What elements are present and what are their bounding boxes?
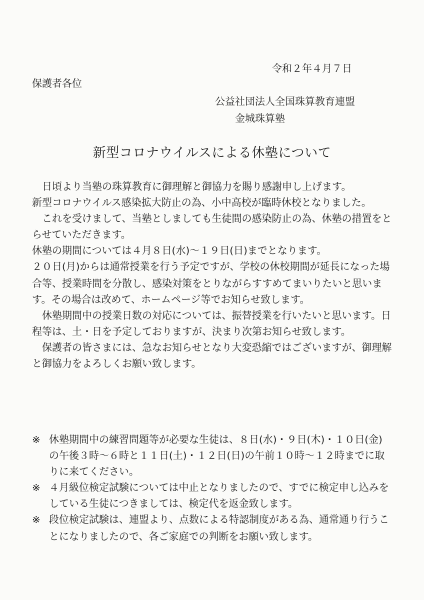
paragraph-closing: 保護者の皆さまには、急なお知らせとなり大変恐縮ではございますが、御理解と御協力をよろしくお願い致します。 [32,342,392,371]
notice-title: 新型コロナウイルスによる休塾について [92,146,332,161]
sender-block [215,94,355,128]
paragraph-resume-plan: ２０日(月)からは通常授業を行う予定ですが、学校の休校期間が延長になった場合等、授業時間を分散し、感染対策をとりながらすすめてまいりたいと思います。その場合は改めて、ホームページ等でお知らせ致します。 [32,262,390,306]
notice-date: 令和２年４月７日 [272,64,352,75]
paragraph-makeup-classes: 休塾期間中の授業日数の対応については、振替授業を行いたいと思います。日程等は、土・日を予定しておりますが、決まり次第お知らせ致します。 [32,310,391,338]
notice-body [32,180,392,373]
notes-list [32,433,392,546]
note-practice-problems: 休塾期間中の練習問題等が必要な生徒は、８日(水)・９日(木)・１０日(金)の午後３時～６時と１１日(土)・１２日(日)の午前１０時～１２時までに取りに来てください。 [49,435,385,479]
note-mark: ※ [32,435,41,446]
note-item [32,513,392,545]
note-item [32,481,392,513]
note-mark: ※ [32,515,41,527]
recipient: 保護者各位 [32,79,82,90]
paragraph-closure-measure: これを受けまして、当塾としましても生徒間の感染防止の為、休塾の措置をとらせていただきます。 [32,214,392,242]
note-dan-exam: 段位検定試験は、連盟より、点数による特認制度がある為、通常通り行うことになりましたので、各ご家庭での判断をお願い致します。 [49,515,389,543]
note-item [32,433,392,481]
note-mark: ※ [32,483,41,495]
sender-organization: 公益社団法人全国珠算教育連盟 [215,97,355,108]
paragraph-greeting: 日頃より当塾の珠算教育に御理解と御協力を賜り感謝申し上げます。 [42,182,352,193]
paragraph-school-closure: 新型コロナウイルス感染拡大防止の為、小中高校が臨時休校となりました。 [32,198,372,210]
note-grade-exam: ４月級位検定試験については中止となりましたので、すでに検定申し込みをしている生徒につきましては、検定代を返金致します。 [49,483,389,511]
paragraph-closure-period: 休塾の期間については４月８日(水)～１９日(日)までとなります。 [32,246,327,258]
sender-school: 金城珠算塾 [235,114,285,125]
